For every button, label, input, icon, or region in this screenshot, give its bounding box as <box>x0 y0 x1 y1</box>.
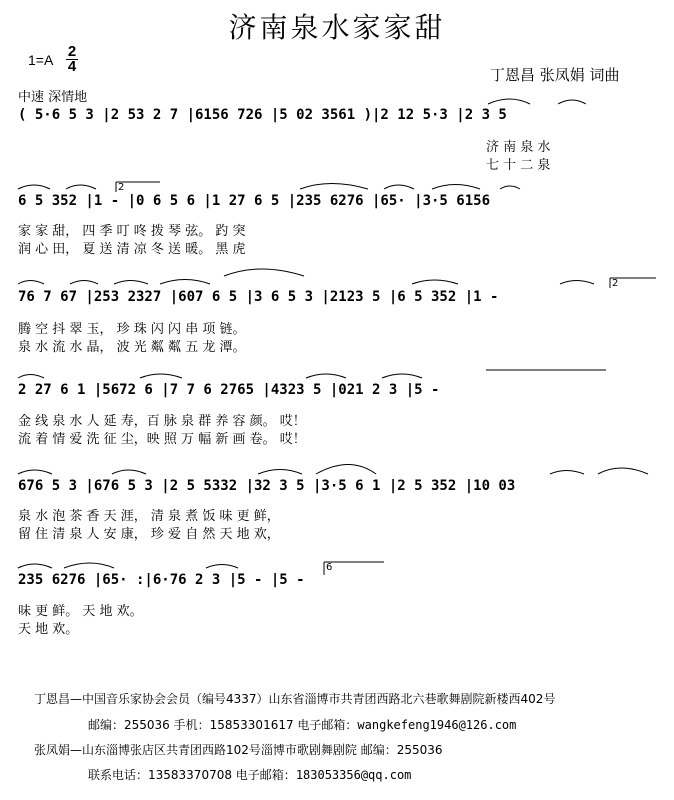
lyrics-3-verse-1: 腾 空 抖 翠 玉， 珍 珠 闪 闪 串 项 链。 <box>18 322 246 337</box>
notation-line-5: 676 5 3 |676 5 3 |2 5 5332 |32 3 5 |3·5 6 1 |2 5 352 |10 03 <box>18 478 516 494</box>
volta-mark: 6 <box>326 562 333 573</box>
tempo-marking: 中速 深情地 <box>18 90 88 105</box>
lyrics-3-verse-2: 泉 水 流 水 晶， 波 光 粼 粼 五 龙 潭。 <box>18 340 246 355</box>
time-signature-bottom: 4 <box>67 58 77 75</box>
lyrics-1-verse-1: 济 南 泉 水 <box>486 140 551 155</box>
contact-label: 联系电话：13583370708 电子邮箱： <box>88 768 296 782</box>
notation-line-2: 6 5 352 |1 - |0 6 5 6 |1 27 6 5 |235 6276 |65· |3·5 6156 <box>18 193 491 209</box>
footer-line-1: 丁恩昌—中国音乐家协会会员（编号4337）山东省淄博市共青团西路北六巷歌舞剧院新楼西402号 <box>34 692 556 706</box>
email-link[interactable]: wangkefeng1946@126.com <box>357 718 517 732</box>
authors-credit: 丁恩昌 张凤娟 词曲 <box>490 66 620 84</box>
lyrics-6-verse-2: 天 地 欢。 <box>18 622 79 637</box>
time-signature-top: 2 <box>67 43 77 60</box>
song-title: 济南泉水家家甜 <box>228 11 446 44</box>
notation-line-4: 2 27 6 1 |5672 6 |7 7 6 2765 |4323 5 |021 2 3 |5 - <box>18 382 440 398</box>
footer-line-3: 张凤娟—山东淄博张店区共青团西路102号淄博市歌剧舞剧院 邮编：255036 <box>34 743 443 757</box>
lyrics-2-verse-1: 家 家 甜， 四 季 叮 咚 拨 琴 弦。 趵 突 <box>18 224 246 239</box>
key-signature: 1=A <box>28 52 54 68</box>
contact-label: 邮编：255036 手机：15853301617 电子邮箱： <box>88 718 358 732</box>
volta-mark: 2 <box>118 182 125 193</box>
lyrics-4-verse-1: 金 线 泉 水 人 延 寿，百 脉 泉 群 养 容 颜。 哎！ <box>18 414 306 429</box>
lyrics-2-verse-2: 润 心 田， 夏 送 清 凉 冬 送 暖。 黑 虎 <box>18 242 246 257</box>
email-link[interactable]: 183053356@qq.com <box>295 768 412 782</box>
footer-line-2 <box>88 716 516 733</box>
lyrics-5-verse-2: 留 住 清 泉 人 安 康， 珍 爱 自 然 天 地 欢， <box>18 527 280 542</box>
lyrics-5-verse-1: 泉 水 泡 茶 香 天 涯， 清 泉 煮 饭 味 更 鲜， <box>18 509 280 524</box>
lyrics-6-verse-1: 味 更 鲜。 天 地 欢。 <box>18 604 143 619</box>
footer-line-4 <box>88 766 411 783</box>
lyrics-4-verse-2: 流 着 情 爱 洗 征 尘，映 照 万 幅 新 画 卷。 哎！ <box>18 432 306 447</box>
notation-line-3: 76 7 67 |253 2327 |607 6 5 |3 6 5 3 |2123 5 |6 5 352 |1 - <box>18 289 499 305</box>
notation-line-1: ( 5·6 5 3 |2 53 2 7 |6156 726 |5 02 3561 )|2 12 5·3 |2 3 5 <box>18 107 507 123</box>
notation-line-6: 235 6276 |65· :|6·76 2 3 |5 - |5 - <box>18 572 305 588</box>
volta-mark: 2 <box>612 278 619 289</box>
lyrics-1-verse-2: 七 十 二 泉 <box>486 158 551 173</box>
